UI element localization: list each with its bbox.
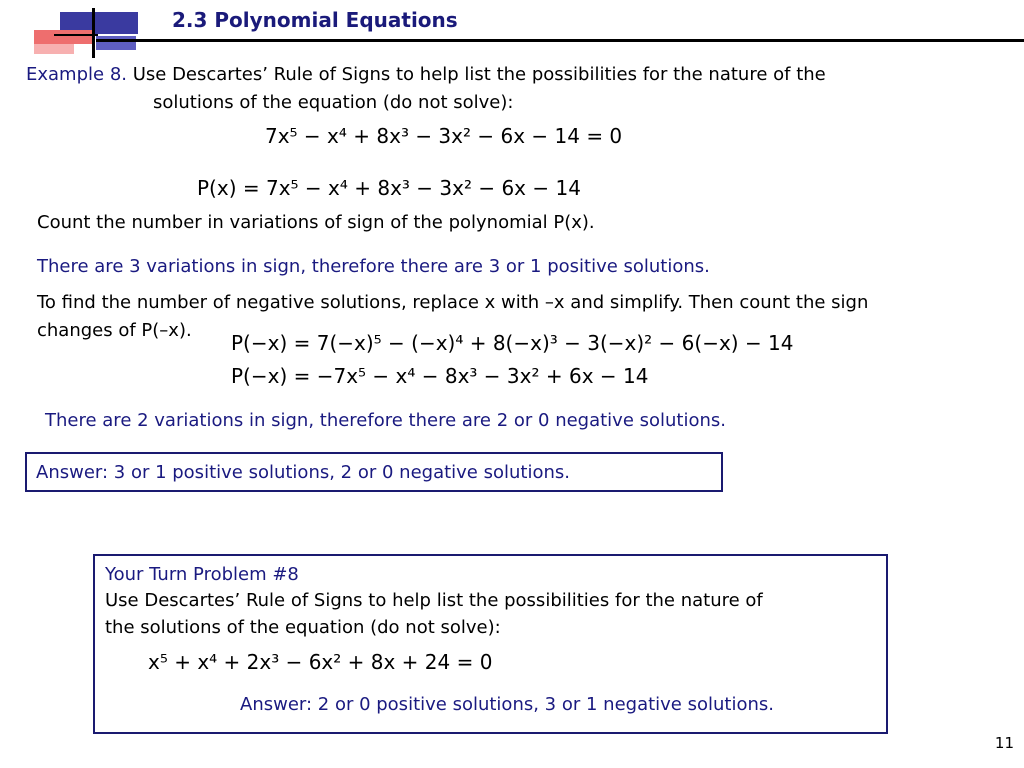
positive-conclusion: There are 3 variations in sign, therefore there are 3 or 1 positive solutions. (37, 256, 710, 277)
example-instruction: Use Descartes’ Rule of Signs to help list the possibilities for the nature of the (127, 64, 826, 85)
negative-conclusion: There are 2 variations in sign, therefore there are 2 or 0 negative solutions. (45, 410, 727, 431)
your-turn-heading: Your Turn Problem #8 (105, 564, 299, 585)
p-neg-x-substituted: P(−x) = 7(−x)⁵ − (−x)⁴ + 8(−x)³ − 3(−x)² − 6(−x) − 14 (231, 331, 794, 355)
page-title: 2.3 Polynomial Equations (172, 8, 458, 32)
title-rule (96, 39, 1024, 42)
count-text: Count the number in variations of sign of the polynomial P(x). (37, 212, 595, 233)
your-turn-line2: the solutions of the equation (do not solve): (105, 617, 501, 638)
example-text-line1 (26, 64, 826, 85)
example-text-line2: solutions of the equation (do not solve): (153, 92, 514, 113)
your-turn-line1: Use Descartes’ Rule of Signs to help list the possibilities for the nature of (105, 590, 763, 611)
your-turn-equation: x⁵ + x⁴ + 2x³ − 6x² + 8x + 24 = 0 (148, 650, 493, 674)
p-neg-x-simplified: P(−x) = −7x⁵ − x⁴ − 8x³ − 3x² + 6x − 14 (231, 364, 649, 388)
your-turn-answer: Answer: 2 or 0 positive solutions, 3 or 1 negative solutions. (240, 694, 774, 715)
example-equation: 7x⁵ − x⁴ + 8x³ − 3x² − 6x − 14 = 0 (265, 124, 623, 148)
answer-box (25, 452, 723, 492)
example-label: Example 8. (26, 64, 127, 85)
page-number: 11 (994, 734, 1014, 752)
negative-intro-line2: changes of P(–x). (37, 320, 192, 341)
your-turn-box (93, 554, 888, 734)
answer-text: Answer: 3 or 1 positive solutions, 2 or 0 negative solutions. (36, 462, 570, 483)
negative-intro-line1: To find the number of negative solutions, replace x with –x and simplify. Then count the sign (37, 292, 869, 313)
p-of-x-equation: P(x) = 7x⁵ − x⁴ + 8x³ − 3x² − 6x − 14 (197, 176, 581, 200)
